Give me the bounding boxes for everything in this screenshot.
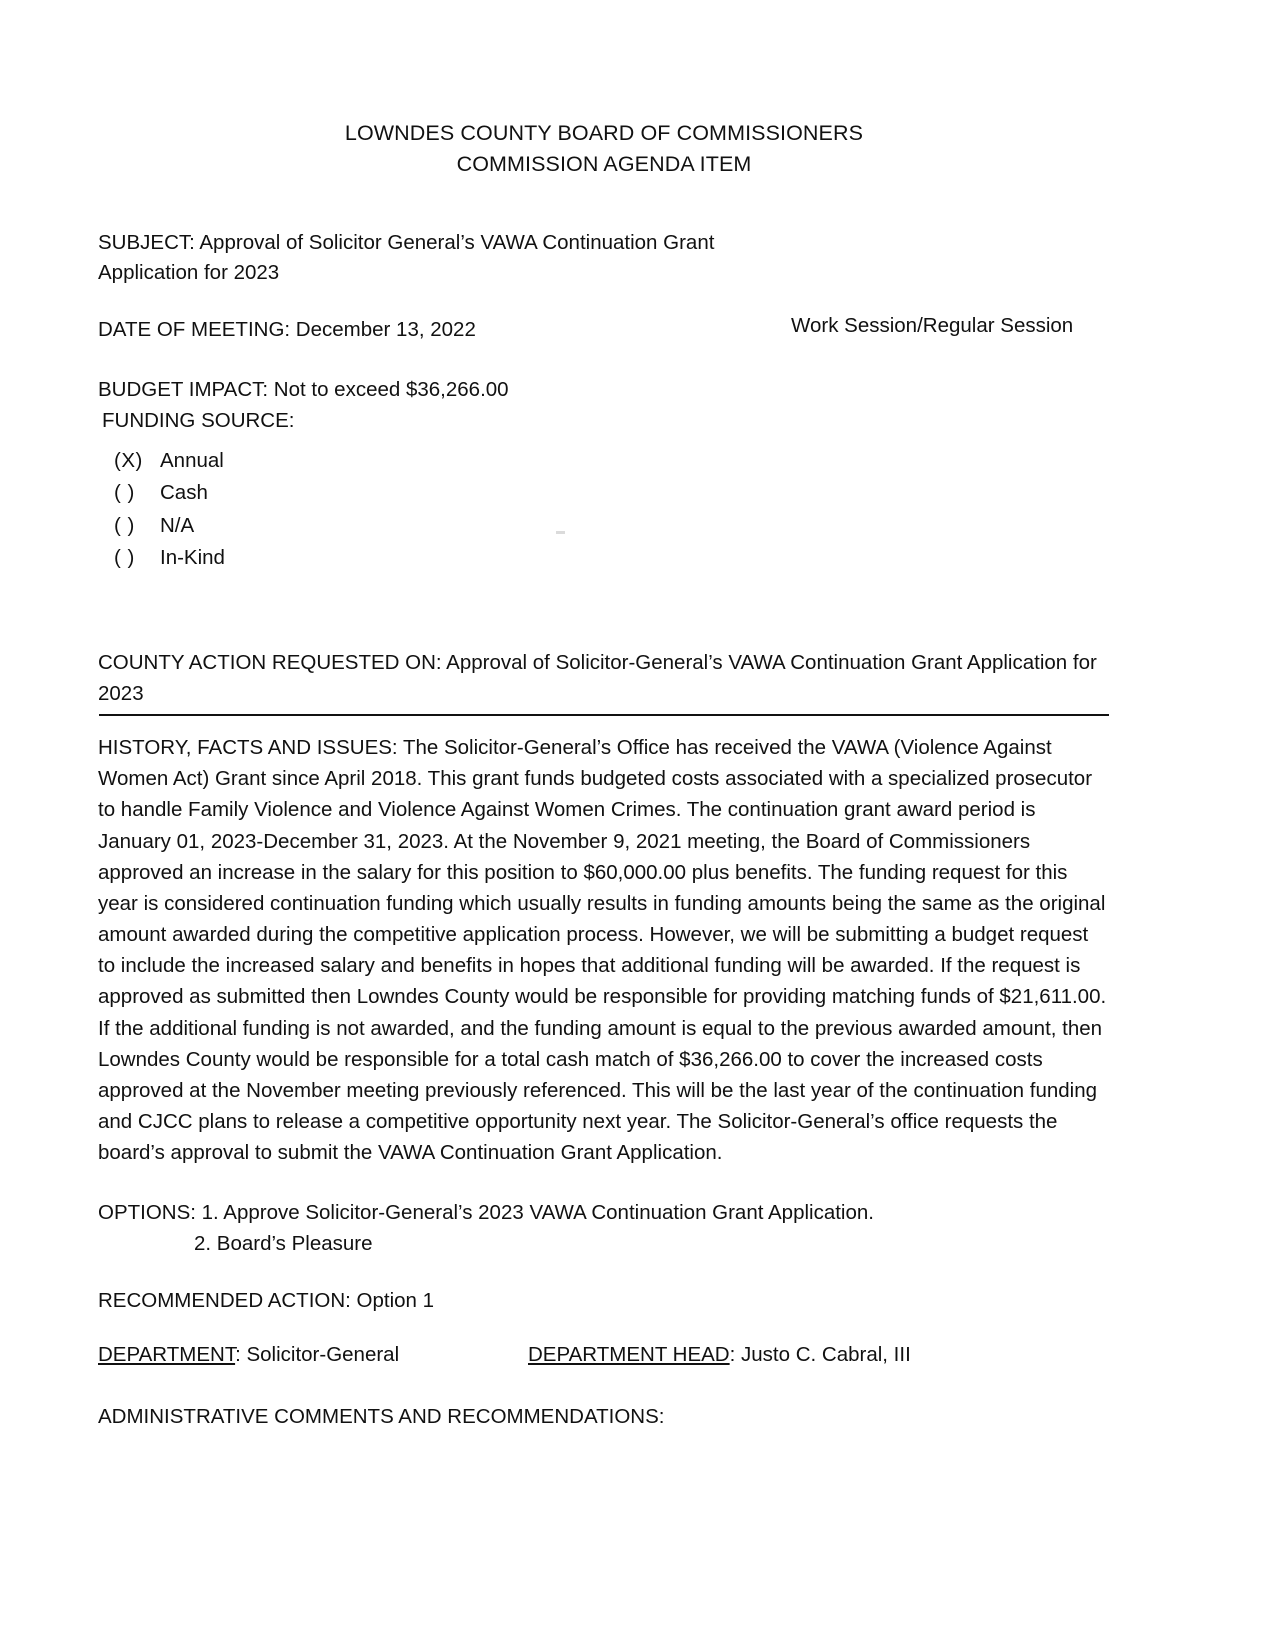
- recommended-action: RECOMMENDED ACTION: Option 1: [98, 1288, 435, 1312]
- session-note: Work Session/Regular Session: [791, 314, 1074, 338]
- meeting-row: [98, 314, 1110, 344]
- checkbox-in-kind[interactable]: ( ): [114, 546, 135, 570]
- scan-artifact: [556, 531, 565, 534]
- date-of-meeting: DATE OF MEETING: December 13, 2022: [98, 318, 476, 342]
- option-1: OPTIONS: 1. Approve Solicitor-General’s 2023 VAWA Continuation Grant Application.: [98, 1201, 874, 1225]
- funding-option-label: Annual: [160, 448, 224, 472]
- administrative-comments-heading: ADMINISTRATIVE COMMENTS AND RECOMMENDATIONS:: [98, 1404, 665, 1428]
- header-line-1: LOWNDES COUNTY BOARD OF COMMISSIONERS: [344, 121, 864, 145]
- options-section: [98, 1198, 1110, 1260]
- option-2: 2. Board’s Pleasure: [194, 1232, 373, 1256]
- funding-source-label: FUNDING SOURCE:: [102, 409, 295, 433]
- budget-section: [98, 375, 1110, 574]
- department-value: : Solicitor-General: [235, 1342, 400, 1366]
- department-head-label: DEPARTMENT HEAD: [528, 1342, 730, 1366]
- department-head-field: [528, 1343, 911, 1367]
- funding-option-label: In-Kind: [160, 546, 225, 570]
- document-sheet: [98, 0, 1110, 1429]
- funding-option-cash[interactable]: [114, 477, 1110, 509]
- funding-option-na[interactable]: [114, 510, 1110, 542]
- county-action-requested: COUNTY ACTION REQUESTED ON: Approval of Solicitor-General’s VAWA Continuation Grant Application for 2023: [98, 651, 1097, 705]
- document-header: [98, 118, 1110, 179]
- funding-option-label: Cash: [160, 481, 208, 505]
- department-head-value: : Justo C. Cabral, III: [729, 1342, 911, 1366]
- funding-option-label: N/A: [160, 513, 195, 537]
- subject-line: SUBJECT: Approval of Solicitor General’s VAWA Continuation Grant Application for 2023: [98, 231, 715, 284]
- department-row: [98, 1343, 1110, 1373]
- funding-source-options: [98, 445, 1110, 575]
- checkbox-na[interactable]: ( ): [114, 513, 135, 537]
- funding-option-in-kind[interactable]: [114, 542, 1110, 574]
- checkbox-annual[interactable]: (X): [114, 448, 143, 472]
- history-facts-and-issues: HISTORY, FACTS AND ISSUES: The Solicitor-General’s Office has received the VAWA (Violence Against Women Act) Grant since April 2018. This grant funds budgeted costs associated with a specialized prosecutor to handle Family Violence and Violence Against Women Crimes. The continuation grant award period is January 01, 2023-December 31, 2023. At the November 9, 2021 meeting, the Board of Commissioners approved an increase in the salary for this position to $60,000.00 plus benefits. The funding request for this year is considered continuation funding which usually results in funding amounts being the same as the original amount awarded during the competitive application process. However, we will be submitting a budget request to include the increased salary and benefits in hopes that additional funding will be awarded. If the request is approved as submitted then Lowndes County would be responsible for providing matching funds of $21,611.00. If the additional funding is not awarded, and the funding amount is equal to the previous awarded amount, then Lowndes County would be responsible for a total cash match of $36,266.00 to cover the increased costs approved at the November meeting previously referenced. This will be the last year of the continuation funding and CJCC plans to release a competitive opportunity next year. The Solicitor-General’s office requests the board’s approval to submit the VAWA Continuation Grant Application.: [98, 736, 1107, 1165]
- department-label: DEPARTMENT: [98, 1342, 236, 1366]
- header-line-2: COMMISSION AGENDA ITEM: [456, 151, 752, 176]
- budget-impact: BUDGET IMPACT: Not to exceed $36,266.00: [98, 378, 509, 402]
- section-divider: [99, 714, 1109, 716]
- department-field: [98, 1343, 399, 1367]
- funding-option-annual[interactable]: [114, 445, 1110, 477]
- checkbox-cash[interactable]: ( ): [114, 481, 135, 505]
